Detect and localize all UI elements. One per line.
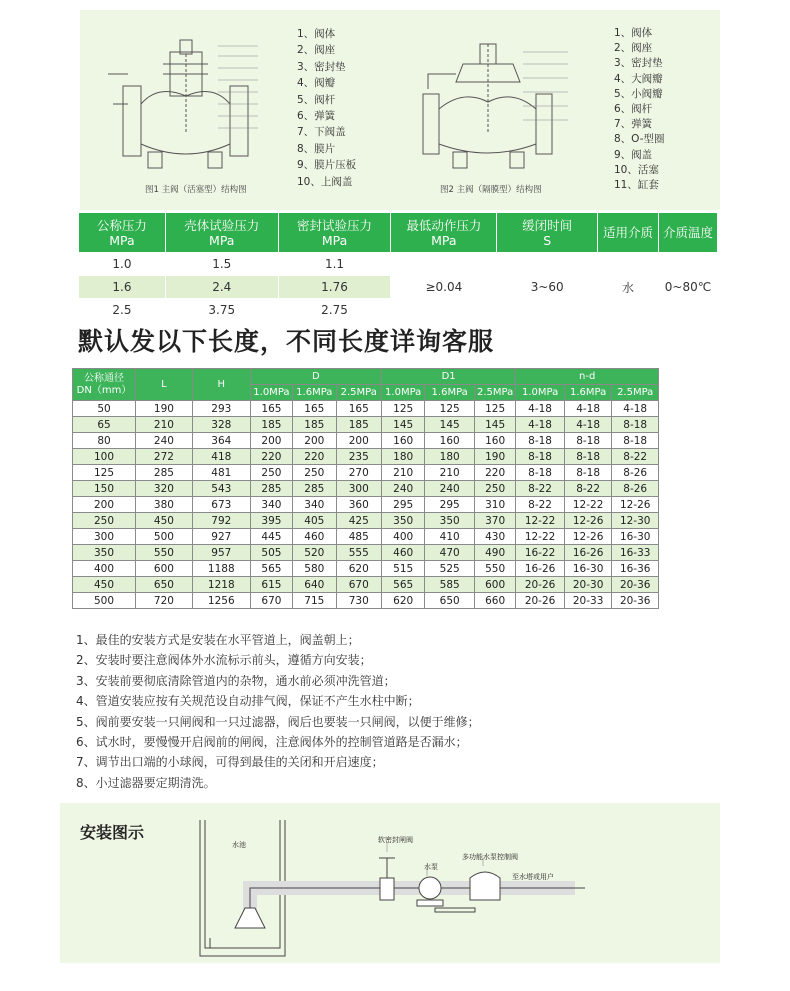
dims-cell: 395	[250, 513, 292, 529]
note-item: 1、最佳的安装方式是安装在水平管道上，阀盖朝上；	[76, 633, 360, 647]
dims-cell: 792	[192, 513, 250, 529]
dims-cell: 360	[336, 497, 381, 513]
dims-pressure-header: 1.6MPa	[564, 385, 612, 401]
spec-cell: 1.0	[79, 253, 166, 276]
dims-cell: 430	[474, 529, 515, 545]
dims-cell: 445	[250, 529, 292, 545]
dims-cell: 250	[73, 513, 136, 529]
dims-cell: 300	[73, 529, 136, 545]
dims-cell: 505	[250, 545, 292, 561]
length-heading: 默认发以下长度，不同长度详询客服	[78, 327, 495, 356]
figure2-part: 6、阀杆	[614, 103, 653, 116]
spec-header-title: 介质温度	[662, 225, 713, 240]
dims-cell: 515	[381, 561, 424, 577]
spec-header	[278, 213, 391, 253]
dims-cell: 240	[425, 481, 475, 497]
dims-cell: 8-22	[516, 497, 565, 513]
dims-cell: 185	[293, 417, 336, 433]
dims-cell: 12-26	[564, 513, 612, 529]
install-diagram	[195, 808, 595, 958]
dims-cell: 160	[474, 433, 515, 449]
dims-cell: 4-18	[516, 401, 565, 417]
dims-cell: 80	[73, 433, 136, 449]
dims-cell: 200	[250, 433, 292, 449]
dims-cell: 250	[250, 465, 292, 481]
spec-table	[78, 212, 718, 322]
dims-cell: 165	[293, 401, 336, 417]
dims-cell: 670	[250, 593, 292, 609]
dims-cell: 240	[136, 433, 193, 449]
figure1-parts-list	[297, 26, 356, 190]
dims-cell: 272	[136, 449, 193, 465]
spec-cell: 1.76	[278, 276, 391, 299]
dims-cell: 12-22	[564, 497, 612, 513]
dims-header-dn-line: DN（mm）	[76, 384, 132, 396]
dims-cell: 20-36	[612, 577, 659, 593]
dims-cell: 1256	[192, 593, 250, 609]
spec-cell: 1.6	[79, 276, 166, 299]
dims-cell: 957	[192, 545, 250, 561]
figure1-part: 1、阀体	[297, 28, 336, 40]
dims-cell: 8-18	[612, 417, 659, 433]
install-title: 安装图示	[80, 823, 145, 842]
dims-cell: 16-26	[516, 561, 565, 577]
dims-cell: 650	[425, 593, 475, 609]
dims-pressure-header: 2.5MPa	[474, 385, 515, 401]
dims-cell: 340	[293, 497, 336, 513]
label-pump: 水泵	[424, 863, 438, 871]
dims-row	[73, 449, 659, 465]
dims-cell: 580	[293, 561, 336, 577]
note-item: 6、试水时，要慢慢开启阀前的闸阀，注意阀体外的控制管道路是否漏水；	[76, 735, 468, 750]
dims-cell: 550	[136, 545, 193, 561]
dims-cell: 720	[136, 593, 193, 609]
label-tower: 至水塔或用户	[512, 873, 554, 881]
dims-row	[73, 513, 659, 529]
dims-cell: 8-22	[564, 481, 612, 497]
dims-cell: 500	[136, 529, 193, 545]
note-item: 2、安装时要注意阀体外水流标示前头，遵循方向安装；	[76, 653, 372, 668]
dims-cell: 450	[73, 577, 136, 593]
figure2-part: 9、阀盖	[614, 148, 653, 161]
dims-row	[73, 465, 659, 481]
dims-cell: 620	[336, 561, 381, 577]
dims-row	[73, 561, 659, 577]
dims-cell: 295	[381, 497, 424, 513]
dims-cell: 185	[336, 417, 381, 433]
dims-cell: 350	[73, 545, 136, 561]
spec-header	[598, 213, 659, 253]
dims-cell: 285	[250, 481, 292, 497]
dims-cell: 270	[336, 465, 381, 481]
figure1-caption: 图1 主阀（活塞型）结构图	[145, 185, 247, 195]
dims-cell: 600	[136, 561, 193, 577]
figure2-part: 8、O-型圈	[614, 133, 665, 146]
figure1-part: 5、阀杆	[297, 93, 336, 106]
figure1-part: 10、上阀盖	[297, 175, 353, 188]
dims-cell: 380	[136, 497, 193, 513]
dims-cell: 20-33	[564, 593, 612, 609]
dims-cell: 100	[73, 449, 136, 465]
dims-cell: 520	[293, 545, 336, 561]
dims-cell: 285	[136, 465, 193, 481]
figure2-part: 7、弹簧	[614, 118, 653, 131]
dims-cell: 8-18	[612, 433, 659, 449]
spec-header	[391, 213, 497, 253]
dims-cell: 293	[192, 401, 250, 417]
dims-cell: 145	[381, 417, 424, 433]
note-item: 8、小过滤器要定期清洗。	[76, 775, 216, 790]
dims-cell: 927	[192, 529, 250, 545]
dims-row	[73, 593, 659, 609]
spec-header-title: 壳体试验压力	[184, 217, 260, 233]
dims-cell: 660	[474, 593, 515, 609]
figure2-part: 3、密封垫	[614, 57, 663, 70]
figure2-part: 11、缸套	[614, 179, 659, 192]
dims-cell: 12-22	[516, 529, 565, 545]
dims-cell: 20-36	[612, 593, 659, 609]
label-pool: 水池	[232, 841, 246, 849]
dims-cell: 200	[336, 433, 381, 449]
dims-cell: 4-18	[564, 401, 612, 417]
dims-cell: 8-18	[564, 465, 612, 481]
figure1-part: 2、阀座	[297, 44, 336, 57]
dims-cell: 4-18	[564, 417, 612, 433]
dims-pressure-header: 1.6MPa	[425, 385, 475, 401]
dims-cell: 450	[136, 513, 193, 529]
dims-cell: 180	[381, 449, 424, 465]
figure1-drawing	[108, 34, 278, 174]
figure2-parts-list	[614, 26, 665, 193]
spec-header	[165, 213, 278, 253]
dims-cell: 20-30	[564, 577, 612, 593]
spec-temperature: 0~80℃	[658, 253, 717, 322]
figure1-part: 6、弹簧	[297, 110, 336, 123]
spec-header-unit: MPa	[209, 232, 235, 248]
dims-cell: 340	[250, 497, 292, 513]
dims-cell: 650	[136, 577, 193, 593]
dims-cell: 190	[474, 449, 515, 465]
dims-cell: 16-36	[612, 561, 659, 577]
dims-pressure-header: 1.0MPa	[516, 385, 565, 401]
dims-cell: 8-22	[516, 481, 565, 497]
spec-medium: 水	[598, 253, 659, 322]
spec-min-pressure: ≥0.04	[391, 253, 497, 322]
dims-cell: 220	[474, 465, 515, 481]
spec-header	[79, 213, 166, 253]
dims-cell: 8-18	[564, 433, 612, 449]
dims-row	[73, 481, 659, 497]
dims-cell: 160	[381, 433, 424, 449]
spec-header-unit: MPa	[109, 232, 135, 248]
figure2-part: 5、小阀瓣	[614, 87, 663, 100]
figure1-part: 8、膜片	[297, 142, 336, 155]
dims-cell: 160	[425, 433, 475, 449]
dims-cell: 190	[136, 401, 193, 417]
figure1-part: 3、密封垫	[297, 60, 346, 73]
note-item: 4、管道安装应按有关规范设自动排气阀，保证不产生水柱中断；	[76, 694, 420, 709]
spec-header-title: 公称压力	[96, 217, 147, 233]
dims-cell: 16-30	[612, 529, 659, 545]
dims-row	[73, 577, 659, 593]
dims-cell: 640	[293, 577, 336, 593]
dims-row	[73, 417, 659, 433]
note-item: 7、调节出口端的小球阀，可得到最佳的关闭和开启速度；	[76, 755, 384, 770]
dims-cell: 16-30	[564, 561, 612, 577]
dims-header-h: H	[192, 369, 250, 401]
dims-header-dn	[73, 369, 136, 401]
spec-header-title: 最低动作压力	[406, 217, 482, 233]
spec-header-title: 适用介质	[603, 225, 654, 240]
spec-header-unit: S	[543, 232, 552, 248]
dims-cell: 150	[73, 481, 136, 497]
figure1-part: 7、下阀盖	[297, 126, 346, 139]
dims-cell: 4-18	[516, 417, 565, 433]
dims-cell: 125	[474, 401, 515, 417]
dims-cell: 185	[250, 417, 292, 433]
dims-cell: 4-18	[612, 401, 659, 417]
dims-cell: 410	[425, 529, 475, 545]
dims-cell: 350	[381, 513, 424, 529]
spec-cell: 2.5	[79, 299, 166, 322]
dims-cell: 165	[336, 401, 381, 417]
dims-header-l: L	[136, 369, 193, 401]
dims-row	[73, 545, 659, 561]
dims-cell: 125	[425, 401, 475, 417]
dims-cell: 673	[192, 497, 250, 513]
dims-cell: 585	[425, 577, 475, 593]
dims-cell: 250	[293, 465, 336, 481]
figure1-part: 4、阀瓣	[297, 77, 336, 90]
dims-cell: 235	[336, 449, 381, 465]
dims-row	[73, 497, 659, 513]
spec-header-unit: MPa	[431, 232, 457, 248]
dims-cell: 485	[336, 529, 381, 545]
spec-cell: 2.4	[165, 276, 278, 299]
dims-cell: 50	[73, 401, 136, 417]
dims-cell: 16-22	[516, 545, 565, 561]
install-notes	[76, 630, 480, 793]
dims-row	[73, 433, 659, 449]
dims-cell: 210	[381, 465, 424, 481]
dims-cell: 730	[336, 593, 381, 609]
figure2-drawing	[408, 34, 578, 174]
dims-cell: 1218	[192, 577, 250, 593]
spec-header	[497, 213, 598, 253]
dims-cell: 12-26	[564, 529, 612, 545]
dims-cell: 600	[474, 577, 515, 593]
dims-cell: 1188	[192, 561, 250, 577]
dims-header-d1: D1	[381, 369, 515, 385]
dims-cell: 555	[336, 545, 381, 561]
dims-pressure-header: 1.6MPa	[293, 385, 336, 401]
dims-cell: 240	[381, 481, 424, 497]
dims-cell: 490	[474, 545, 515, 561]
dims-cell: 300	[336, 481, 381, 497]
figure2-part: 2、阀座	[614, 42, 653, 55]
dims-cell: 145	[425, 417, 475, 433]
dims-cell: 8-18	[516, 449, 565, 465]
spec-header-title: 密封试验压力	[297, 217, 373, 233]
dims-cell: 20-26	[516, 577, 565, 593]
dims-cell: 500	[73, 593, 136, 609]
label-gate-valve: 软密封闸阀	[378, 836, 413, 844]
dims-row	[73, 401, 659, 417]
dims-cell: 165	[250, 401, 292, 417]
dims-cell: 16-26	[564, 545, 612, 561]
dims-cell: 370	[474, 513, 515, 529]
figure2-part: 4、大阀瓣	[614, 72, 663, 85]
dims-cell: 620	[381, 593, 424, 609]
dims-cell: 295	[425, 497, 475, 513]
note-item: 5、阀前要安装一只闸阀和一只过滤器，阀后也要装一只闸阀，以便于维修；	[76, 714, 480, 729]
dims-cell: 460	[293, 529, 336, 545]
dims-cell: 543	[192, 481, 250, 497]
dims-cell: 180	[425, 449, 475, 465]
dims-cell: 8-18	[516, 465, 565, 481]
dims-cell: 12-22	[516, 513, 565, 529]
dims-pressure-header: 1.0MPa	[250, 385, 292, 401]
spec-close-time: 3~60	[497, 253, 598, 322]
dims-cell: 8-18	[564, 449, 612, 465]
dimensions-table	[72, 368, 659, 609]
label-control-valve: 多功能水泵控制阀	[462, 853, 518, 861]
dims-cell: 715	[293, 593, 336, 609]
spec-header-title: 缓闭时间	[522, 217, 573, 233]
dims-cell: 8-26	[612, 481, 659, 497]
dims-pressure-header: 2.5MPa	[336, 385, 381, 401]
dims-cell: 400	[381, 529, 424, 545]
dims-cell: 565	[381, 577, 424, 593]
dims-cell: 320	[136, 481, 193, 497]
dims-cell: 16-33	[612, 545, 659, 561]
dims-cell: 210	[136, 417, 193, 433]
spec-cell: 1.5	[165, 253, 278, 276]
dims-cell: 481	[192, 465, 250, 481]
dims-row	[73, 529, 659, 545]
dims-pressure-header: 1.0MPa	[381, 385, 424, 401]
dims-cell: 12-26	[612, 497, 659, 513]
dims-cell: 220	[250, 449, 292, 465]
dims-cell: 425	[336, 513, 381, 529]
dims-cell: 525	[425, 561, 475, 577]
figure1-part: 9、膜片压板	[297, 159, 357, 172]
dims-cell: 125	[381, 401, 424, 417]
dims-cell: 200	[73, 497, 136, 513]
dims-cell: 460	[381, 545, 424, 561]
spec-cell: 3.75	[165, 299, 278, 322]
dims-cell: 565	[250, 561, 292, 577]
dims-cell: 550	[474, 561, 515, 577]
spec-cell: 1.1	[278, 253, 391, 276]
dims-cell: 210	[425, 465, 475, 481]
dims-cell: 8-18	[516, 433, 565, 449]
dims-cell: 615	[250, 577, 292, 593]
dims-header-nd: n-d	[516, 369, 659, 385]
dims-cell: 400	[73, 561, 136, 577]
figure2-caption: 图2 主阀（隔膜型）结构图	[440, 185, 542, 195]
dims-header-d: D	[250, 369, 381, 385]
spec-header-unit: MPa	[321, 232, 348, 248]
dims-cell: 350	[425, 513, 475, 529]
dims-cell: 405	[293, 513, 336, 529]
dims-cell: 65	[73, 417, 136, 433]
figure2-part: 10、活塞	[614, 163, 659, 176]
dims-cell: 670	[336, 577, 381, 593]
dims-cell: 418	[192, 449, 250, 465]
dims-cell: 285	[293, 481, 336, 497]
dims-cell: 220	[293, 449, 336, 465]
dims-cell: 250	[474, 481, 515, 497]
dims-cell: 328	[192, 417, 250, 433]
figure2-part: 1、阀体	[614, 27, 653, 39]
note-item: 3、安装前要彻底清除管道内的杂物，通水前必须冲洗管道；	[76, 673, 396, 688]
dims-cell: 125	[73, 465, 136, 481]
dims-header-dn-line: 公称通径	[84, 372, 125, 384]
dims-cell: 364	[192, 433, 250, 449]
dims-cell: 8-22	[612, 449, 659, 465]
dims-cell: 20-26	[516, 593, 565, 609]
dims-cell: 200	[293, 433, 336, 449]
spec-header	[658, 213, 717, 253]
spec-cell: 2.75	[278, 299, 391, 322]
dims-cell: 145	[474, 417, 515, 433]
dims-cell: 310	[474, 497, 515, 513]
dims-cell: 12-30	[612, 513, 659, 529]
dims-cell: 8-26	[612, 465, 659, 481]
dims-cell: 470	[425, 545, 475, 561]
dims-pressure-header: 2.5MPa	[612, 385, 659, 401]
